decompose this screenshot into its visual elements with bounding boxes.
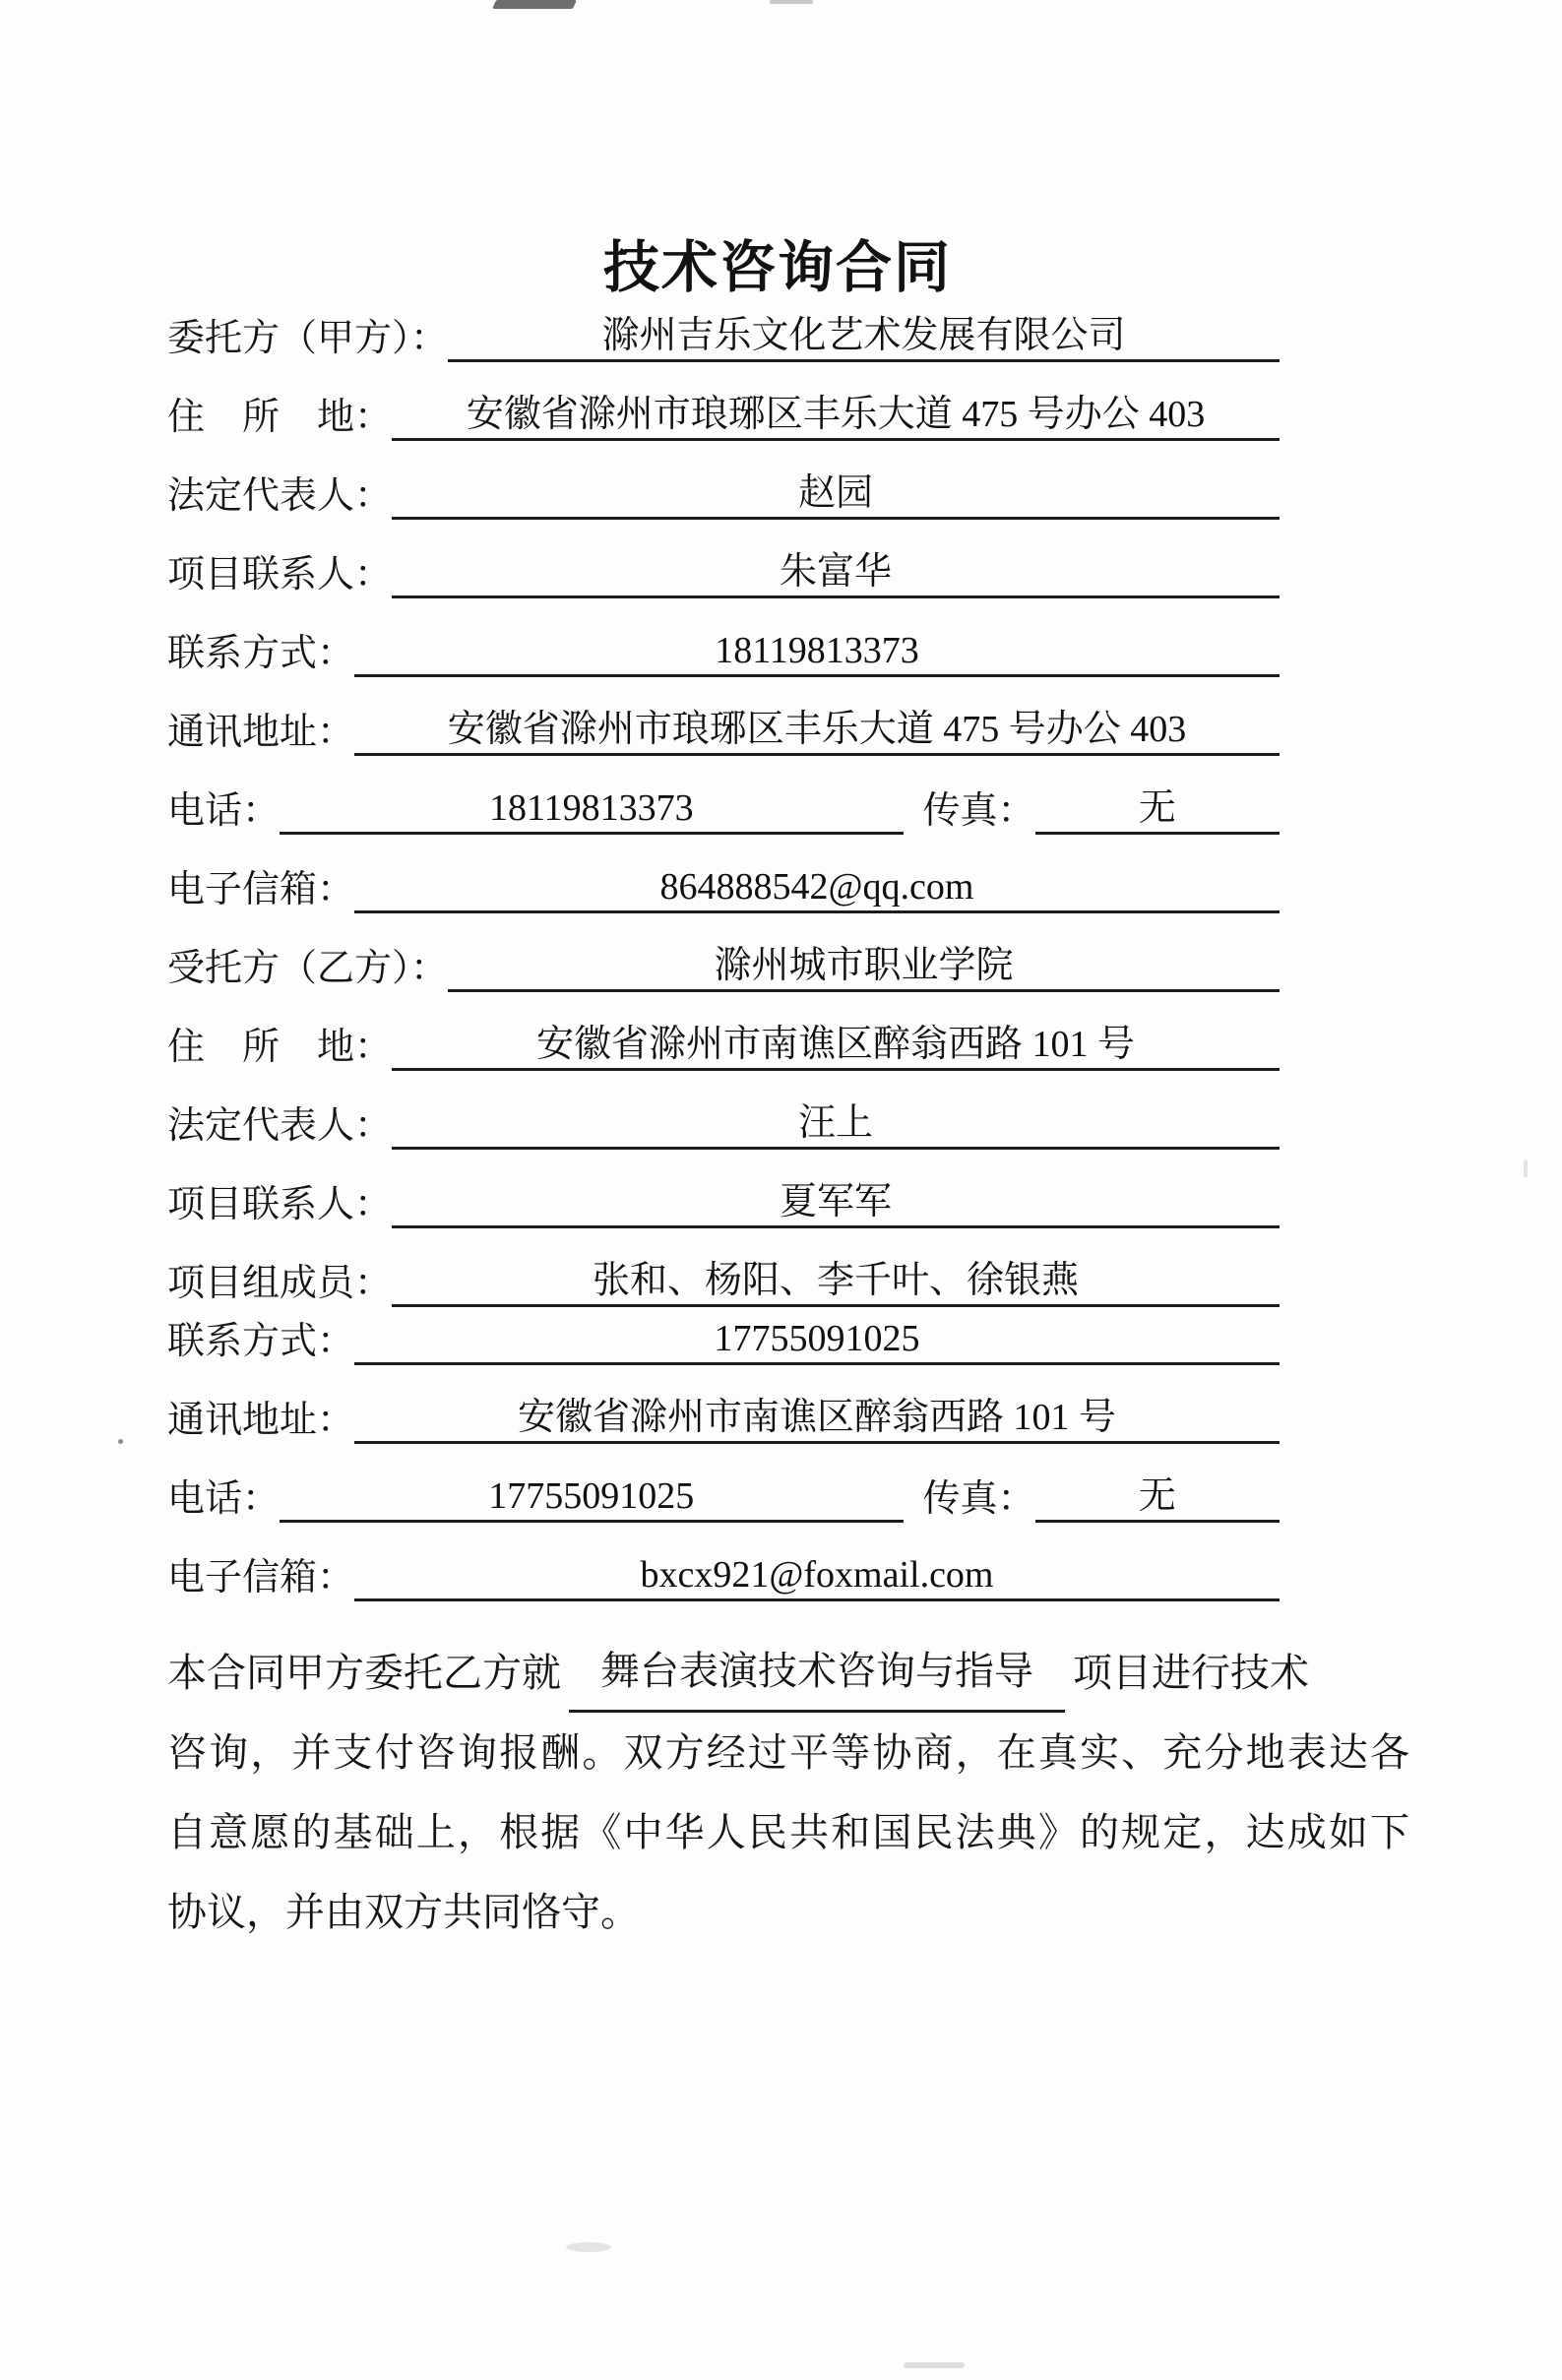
field-value: 无 — [1138, 1475, 1176, 1517]
field-value-underline — [354, 1551, 1280, 1601]
field-label: 通讯地址： — [167, 712, 355, 753]
document-title: 技术咨询合同 — [603, 236, 952, 299]
field-value: 无 — [1138, 787, 1176, 829]
field-row-phone-fax-a — [167, 787, 1280, 835]
field-value-underline — [392, 391, 1280, 441]
field-value: 张和、杨阳、李千叶、徐银燕 — [593, 1260, 1080, 1301]
field-value-underline — [392, 1099, 1280, 1150]
field-label: 传真： — [922, 790, 1035, 832]
field-label: 联系方式： — [167, 1321, 355, 1362]
field-value-underline — [392, 1021, 1280, 1071]
closing-paragraph — [167, 1633, 1409, 1952]
field-value-underline — [280, 784, 904, 835]
field-label: 住 所 地： — [167, 1027, 393, 1068]
field-value: bxcx921@foxmail.com — [640, 1554, 994, 1596]
field-row-contact-number-b — [167, 1318, 1280, 1365]
closing-line-3: 自意愿的基础上，根据《中华人民共和国民法典》的规定，达成如下 — [167, 1810, 1409, 1854]
field-label: 法定代表人： — [167, 1105, 393, 1147]
scan-artifact — [904, 2362, 965, 2368]
field-value-underline — [1035, 784, 1280, 835]
field-label: 项目联系人： — [167, 554, 393, 595]
field-row-domicile-address-a — [167, 394, 1280, 441]
scan-artifact — [566, 2242, 611, 2252]
field-row-project-contact-a — [167, 551, 1280, 598]
field-label: 通讯地址： — [167, 1400, 355, 1441]
field-row-contact-number-a — [167, 630, 1280, 677]
closing-text: 项目进行技术 — [1073, 1651, 1309, 1695]
field-label: 受托方（乙方）： — [167, 948, 449, 989]
field-value: 朱富华 — [780, 551, 893, 593]
field-label: 传真： — [922, 1478, 1035, 1520]
field-value-underline — [354, 1394, 1280, 1444]
field-row-mailing-address-b — [167, 1397, 1280, 1444]
field-value: 滁州吉乐文化艺术发展有限公司 — [601, 315, 1126, 356]
field-value-underline — [392, 470, 1280, 520]
field-label: 电子信箱： — [167, 1557, 355, 1598]
field-row-entrusting-party — [167, 315, 1280, 362]
field-value-underline — [354, 627, 1280, 677]
field-row-phone-fax-b — [167, 1475, 1280, 1523]
project-name-value: 舞台表演技术咨询与指导 — [600, 1649, 1033, 1693]
field-label: 电话： — [167, 1478, 281, 1520]
field-label: 电话： — [167, 790, 281, 832]
contract-header-fields — [167, 315, 1280, 1601]
project-name-underline — [569, 1633, 1065, 1713]
field-value: 安徽省滁州市南谯区醉翁西路 101 号 — [518, 1397, 1117, 1438]
field-row-email-b — [167, 1554, 1280, 1601]
field-row-legal-representative-a — [167, 472, 1280, 520]
field-label: 住 所 地： — [167, 397, 393, 438]
field-label: 项目联系人： — [167, 1184, 393, 1225]
field-row-entrusted-party — [167, 945, 1280, 992]
field-value-underline — [448, 312, 1280, 362]
field-value-underline — [354, 706, 1280, 756]
field-value: 18119813373 — [488, 787, 694, 829]
field-value: 17755091025 — [714, 1318, 920, 1359]
field-value-underline — [392, 1178, 1280, 1228]
field-label: 项目组成员： — [167, 1263, 393, 1304]
field-value-underline — [280, 1472, 904, 1523]
field-value: 864888542@qq.com — [659, 866, 974, 908]
field-value-underline — [354, 1315, 1280, 1365]
field-label: 电子信箱： — [167, 869, 355, 910]
field-value-underline — [392, 548, 1280, 598]
field-value-underline — [392, 1257, 1280, 1307]
field-value-underline — [1035, 1472, 1280, 1523]
field-value: 滁州城市职业学院 — [714, 945, 1014, 986]
field-label: 委托方（甲方）： — [167, 318, 449, 359]
field-value-underline — [448, 942, 1280, 992]
field-value: 赵园 — [798, 472, 874, 514]
closing-line-2: 咨询，并支付咨询报酬。双方经过平等协商，在真实、充分地表达各 — [167, 1730, 1409, 1775]
field-value: 安徽省滁州市琅琊区丰乐大道 475 号办公 403 — [466, 394, 1206, 435]
closing-text: 本合同甲方委托乙方就 — [167, 1651, 561, 1695]
field-row-email-a — [167, 866, 1280, 913]
field-value: 17755091025 — [488, 1475, 695, 1517]
field-value: 夏军军 — [780, 1181, 893, 1222]
field-value: 18119813373 — [715, 630, 919, 671]
field-value: 安徽省滁州市南谯区醉翁西路 101 号 — [536, 1024, 1136, 1065]
field-value-underline — [354, 863, 1280, 913]
field-value: 安徽省滁州市琅琊区丰乐大道 475 号办公 403 — [447, 709, 1187, 750]
field-label: 联系方式： — [167, 633, 355, 674]
closing-line-1 — [167, 1633, 1309, 1713]
field-value: 汪上 — [798, 1102, 874, 1144]
field-row-mailing-address-a — [167, 709, 1280, 756]
closing-line-4: 协议，并由双方共同恪守。 — [167, 1890, 640, 1934]
field-row-project-team-members — [167, 1260, 1280, 1307]
field-row-project-contact-b — [167, 1181, 1280, 1228]
field-row-domicile-address-b — [167, 1024, 1280, 1071]
field-label: 法定代表人： — [167, 475, 393, 517]
field-row-legal-representative-b — [167, 1102, 1280, 1150]
